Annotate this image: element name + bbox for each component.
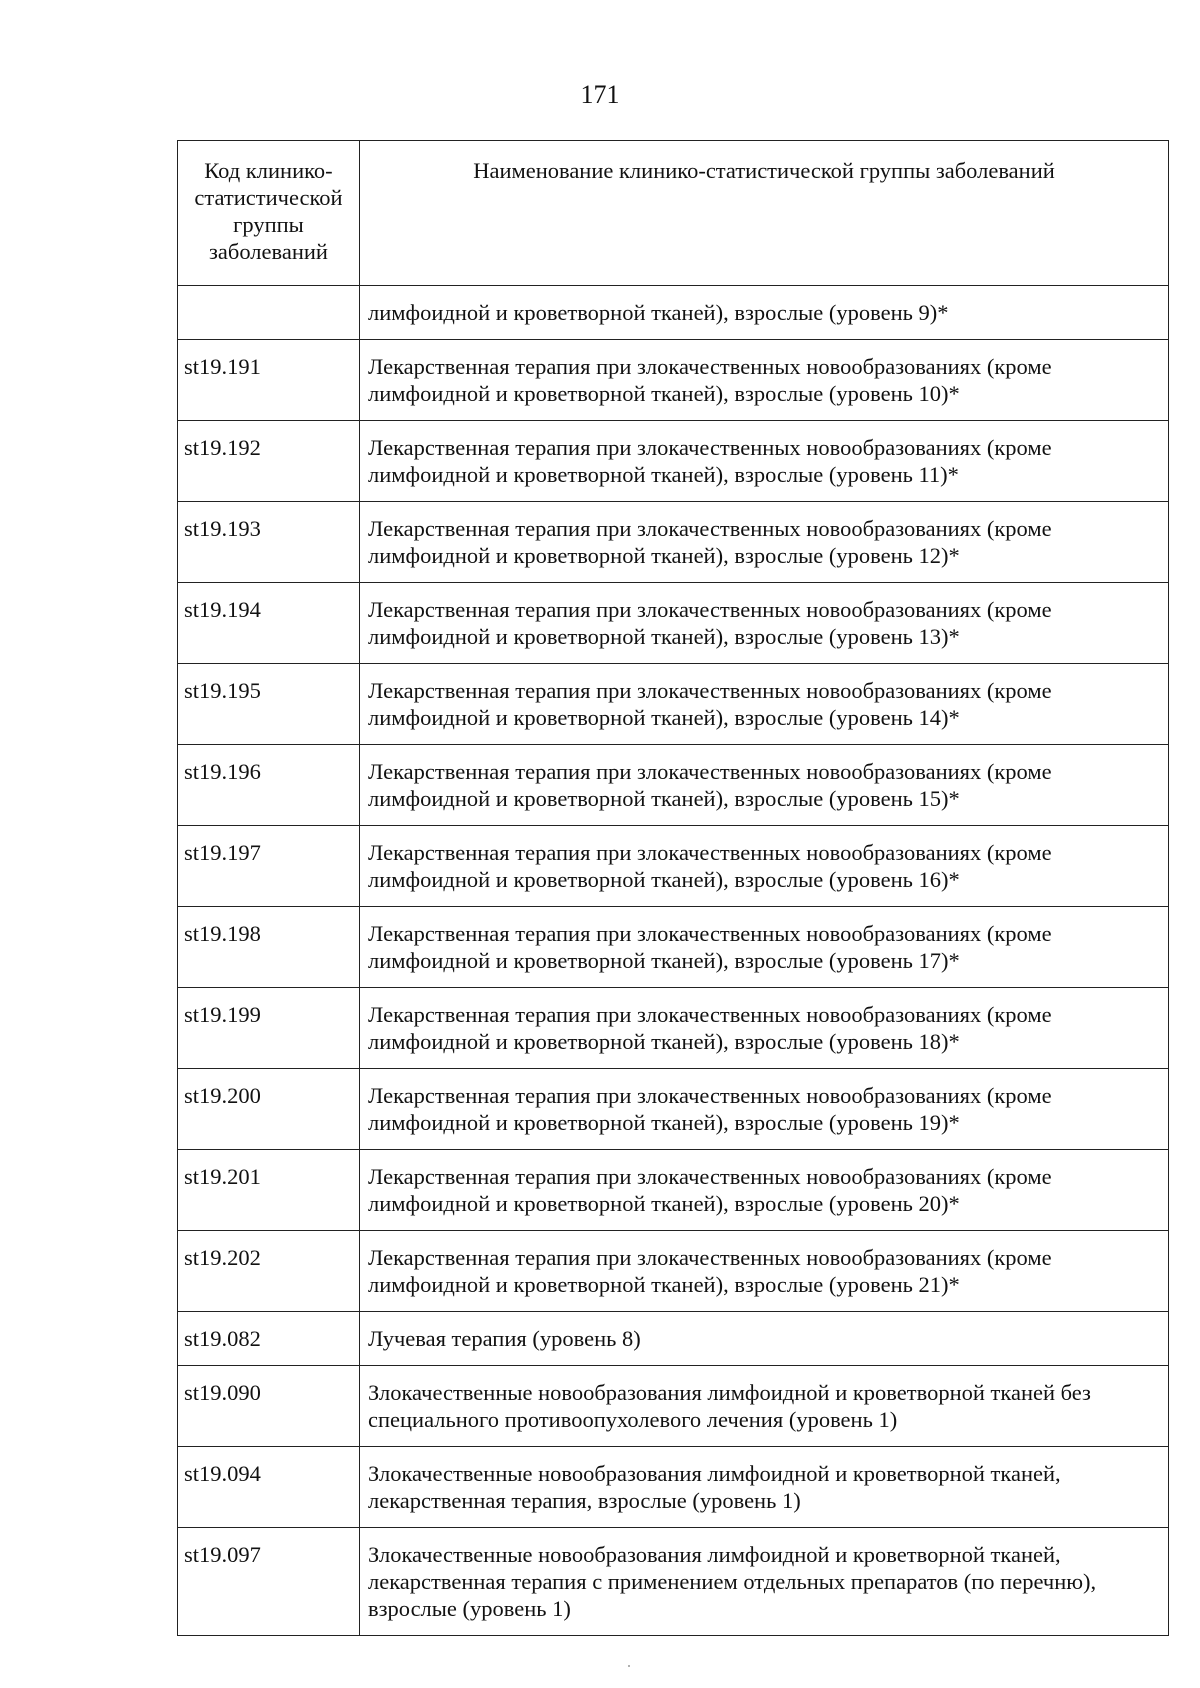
kgs-name-cell: Лекарственная терапия при злокачественных новообразованиях (кроме лимфоидной и кроветворной тканей), взрослые (уровень 11)*: [360, 421, 1169, 502]
kgs-code-cell: st19.195: [178, 664, 360, 745]
column-header-name: Наименование клинико-статистической группы заболеваний: [360, 141, 1169, 286]
table-row: [178, 286, 1169, 340]
table-row: [178, 340, 1169, 421]
kgs-name-cell: Лекарственная терапия при злокачественных новообразованиях (кроме лимфоидной и кроветворной тканей), взрослые (уровень 12)*: [360, 502, 1169, 583]
kgs-code-cell: st19.200: [178, 1069, 360, 1150]
kgs-code-cell: st19.202: [178, 1231, 360, 1312]
kgs-name-cell: Лучевая терапия (уровень 8): [360, 1312, 1169, 1366]
table-row: [178, 583, 1169, 664]
table-row: [178, 745, 1169, 826]
kgs-code-cell: st19.191: [178, 340, 360, 421]
kgs-code-cell: [178, 286, 360, 340]
kgs-name-cell: Лекарственная терапия при злокачественных новообразованиях (кроме лимфоидной и кроветворной тканей), взрослые (уровень 17)*: [360, 907, 1169, 988]
table-row: [178, 1069, 1169, 1150]
kgs-name-cell: Лекарственная терапия при злокачественных новообразованиях (кроме лимфоидной и кроветворной тканей), взрослые (уровень 14)*: [360, 664, 1169, 745]
kgs-code-cell: st19.201: [178, 1150, 360, 1231]
table-row: [178, 1447, 1169, 1528]
kgs-name-cell: Лекарственная терапия при злокачественных новообразованиях (кроме лимфоидной и кроветворной тканей), взрослые (уровень 16)*: [360, 826, 1169, 907]
table-row: [178, 421, 1169, 502]
table-row: [178, 907, 1169, 988]
kgs-code-cell: st19.196: [178, 745, 360, 826]
page-number: 171: [580, 80, 620, 109]
kgs-name-cell: лимфоидной и кроветворной тканей), взрослые (уровень 9)*: [360, 286, 1169, 340]
kgs-code-cell: st19.082: [178, 1312, 360, 1366]
table-row: [178, 1312, 1169, 1366]
kgs-name-cell: Злокачественные новообразования лимфоидной и кроветворной тканей, лекарственная терапия с применением отдельных препаратов (по перечню), взрослые (уровень 1): [360, 1528, 1169, 1636]
kgs-table: [177, 140, 1169, 1636]
kgs-code-cell: st19.197: [178, 826, 360, 907]
table-body: [178, 286, 1169, 1636]
kgs-code-cell: st19.097: [178, 1528, 360, 1636]
table-row: [178, 826, 1169, 907]
kgs-name-cell: Лекарственная терапия при злокачественных новообразованиях (кроме лимфоидной и кроветворной тканей), взрослые (уровень 21)*: [360, 1231, 1169, 1312]
scan-speck: [628, 1665, 630, 1667]
kgs-name-cell: Лекарственная терапия при злокачественных новообразованиях (кроме лимфоидной и кроветворной тканей), взрослые (уровень 20)*: [360, 1150, 1169, 1231]
table-row: [178, 502, 1169, 583]
kgs-name-cell: Лекарственная терапия при злокачественных новообразованиях (кроме лимфоидной и кроветворной тканей), взрослые (уровень 10)*: [360, 340, 1169, 421]
table-header-row: [178, 141, 1169, 286]
kgs-code-cell: st19.194: [178, 583, 360, 664]
kgs-name-cell: Злокачественные новообразования лимфоидной и кроветворной тканей без специального противоопухолевого лечения (уровень 1): [360, 1366, 1169, 1447]
kgs-name-cell: Лекарственная терапия при злокачественных новообразованиях (кроме лимфоидной и кроветворной тканей), взрослые (уровень 19)*: [360, 1069, 1169, 1150]
kgs-code-cell: st19.090: [178, 1366, 360, 1447]
table-row: [178, 664, 1169, 745]
kgs-name-cell: Лекарственная терапия при злокачественных новообразованиях (кроме лимфоидной и кроветворной тканей), взрослые (уровень 15)*: [360, 745, 1169, 826]
kgs-code-cell: st19.199: [178, 988, 360, 1069]
kgs-code-cell: st19.198: [178, 907, 360, 988]
table-row: [178, 1231, 1169, 1312]
table-row: [178, 1528, 1169, 1636]
kgs-code-cell: st19.193: [178, 502, 360, 583]
kgs-name-cell: Лекарственная терапия при злокачественных новообразованиях (кроме лимфоидной и кроветворной тканей), взрослые (уровень 18)*: [360, 988, 1169, 1069]
table-row: [178, 1150, 1169, 1231]
table-row: [178, 1366, 1169, 1447]
kgs-name-cell: Злокачественные новообразования лимфоидной и кроветворной тканей, лекарственная терапия, взрослые (уровень 1): [360, 1447, 1169, 1528]
kgs-code-cell: st19.094: [178, 1447, 360, 1528]
table-row: [178, 988, 1169, 1069]
kgs-code-cell: st19.192: [178, 421, 360, 502]
column-header-code: Код клинико-статистической группы заболеваний: [178, 141, 360, 286]
kgs-name-cell: Лекарственная терапия при злокачественных новообразованиях (кроме лимфоидной и кроветворной тканей), взрослые (уровень 13)*: [360, 583, 1169, 664]
